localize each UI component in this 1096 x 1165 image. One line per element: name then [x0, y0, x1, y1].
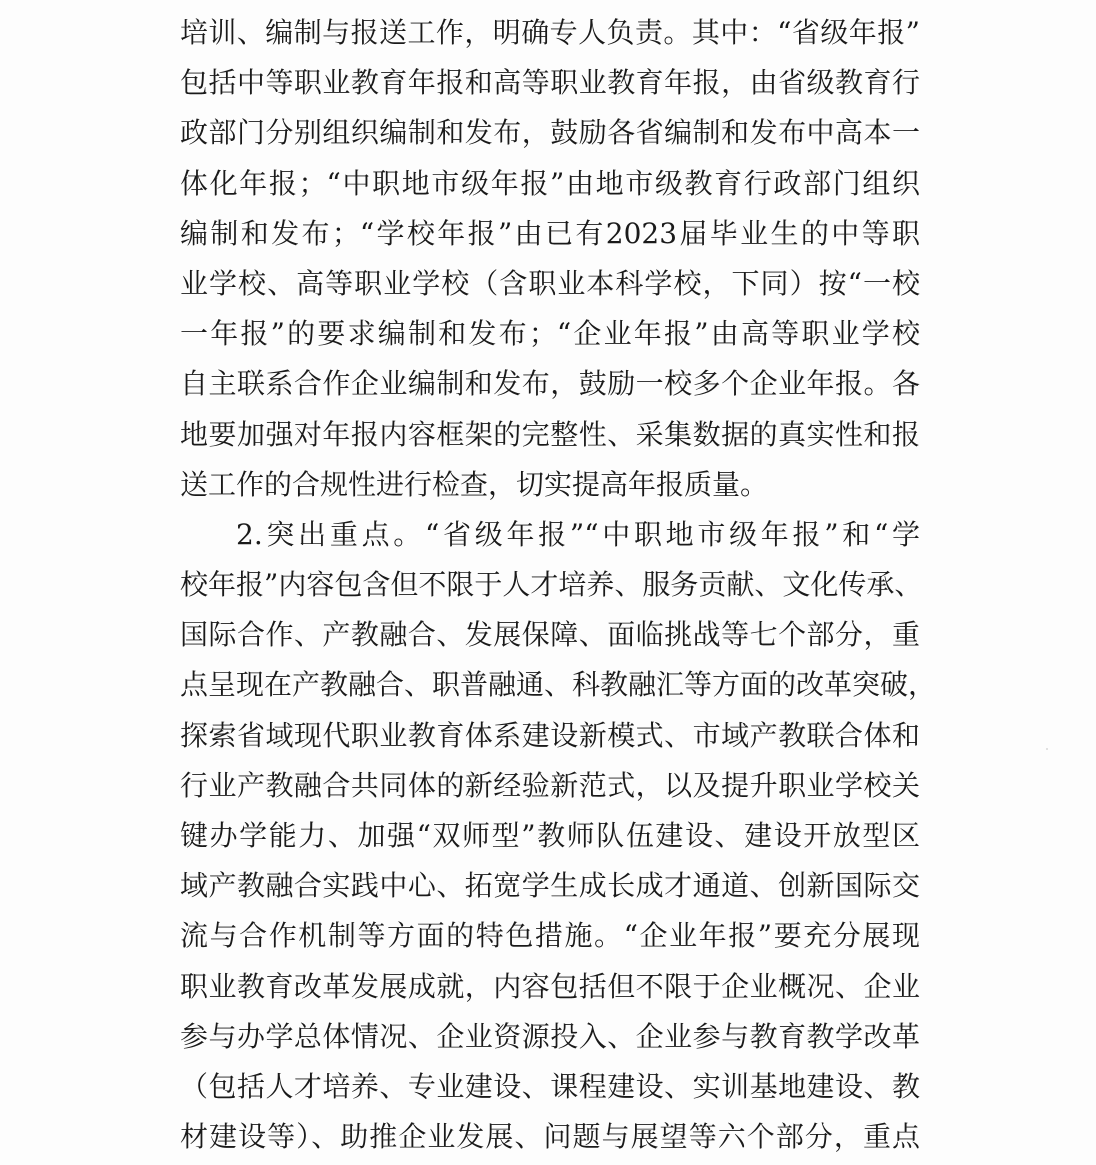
- text-line: 自主联系合作企业编制和发布，鼓励一校多个企业年报。各: [180, 367, 920, 401]
- text-line: 政部门分别组织编制和发布，鼓励各省编制和发布中高本一: [180, 116, 920, 150]
- text-line: 行业产教融合共同体的新经验新范式，以及提升职业学校关: [180, 768, 920, 802]
- text-line: 送工作的合规性进行检查，切实提高年报质量。: [180, 467, 769, 501]
- text-line: 编制和发布；“学校年报”由已有2023届毕业生的中等职: [180, 216, 920, 250]
- text-line: 域产教融合实践中心、拓宽学生成长成才通道、创新国际交: [180, 869, 920, 903]
- scan-speck: [1046, 748, 1048, 750]
- text-line: 流与合作机制等方面的特色措施。“企业年报”要充分展现: [180, 919, 920, 953]
- text-line: 国际合作、产教融合、发展保障、面临挑战等七个部分，重: [180, 618, 920, 652]
- text-line: 体化年报；“中职地市级年报”由地市级教育行政部门组织: [180, 166, 920, 200]
- text-line: 材建设等）、助推企业发展、问题与展望等六个部分，重点: [180, 1120, 920, 1154]
- text-line: 一年报”的要求编制和发布；“企业年报”由高等职业学校: [180, 317, 920, 351]
- text-line: 培训、编制与报送工作，明确专人负责。其中：“省级年报”: [180, 16, 920, 49]
- text-line: 参与办学总体情况、企业资源投入、企业参与教育教学改革: [180, 1019, 920, 1053]
- paragraph-2: [180, 510, 937, 1162]
- text-line: 2.突出重点。“省级年报”“中职地市级年报”和“学: [236, 517, 920, 551]
- text-line: 包括中等职业教育年报和高等职业教育年报，由省级教育行: [180, 66, 920, 100]
- paragraph-1: [180, 8, 920, 510]
- text-line: 点呈现在产教融合、职普融通、科教融汇等方面的改革突破，: [180, 668, 937, 702]
- document-body: [180, 8, 937, 1162]
- text-line: 探索省域现代职业教育体系建设新模式、市域产教联合体和: [180, 718, 920, 752]
- text-line: 业学校、高等职业学校（含职业本科学校，下同）按“一校: [180, 266, 920, 300]
- text-line: 地要加强对年报内容框架的完整性、采集数据的真实性和报: [180, 417, 920, 451]
- text-line: 键办学能力、加强“双师型”教师队伍建设、建设开放型区: [180, 819, 920, 852]
- text-line: 职业教育改革发展成就，内容包括但不限于企业概况、企业: [180, 969, 920, 1003]
- text-line: 校年报”内容包含但不限于人才培养、服务贡献、文化传承、: [180, 568, 923, 602]
- text-line: （包括人才培养、专业建设、课程建设、实训基地建设、教: [180, 1069, 920, 1103]
